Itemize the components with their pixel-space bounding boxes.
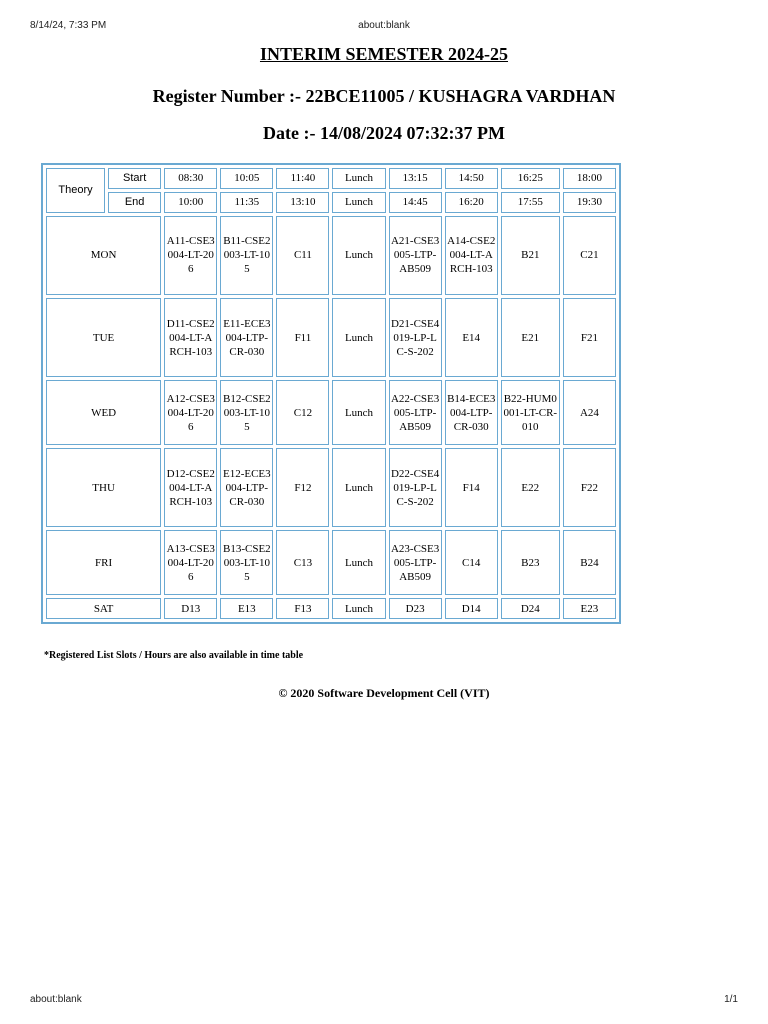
- day-row-sat: [46, 598, 616, 619]
- end-time: Lunch: [332, 192, 385, 213]
- page-number: 1/1: [724, 994, 738, 1005]
- slot-cell: B24: [563, 530, 616, 595]
- print-url-header: about:blank: [358, 20, 410, 31]
- slot-cell: A12-CSE3004-LT-206: [164, 380, 217, 445]
- slot-cell: B11-CSE2003-LT-105: [220, 216, 273, 295]
- end-time: 17:55: [501, 192, 560, 213]
- slot-cell: F21: [563, 298, 616, 377]
- day-row-wed: [46, 380, 616, 445]
- slot-cell: A22-CSE3005-LTP-AB509: [389, 380, 442, 445]
- slot-cell: E22: [501, 448, 560, 527]
- slot-cell: D21-CSE4019-LP-LC-S-202: [389, 298, 442, 377]
- day-row-mon: [46, 216, 616, 295]
- slot-cell: A24: [563, 380, 616, 445]
- copyright-footer: © 2020 Software Development Cell (VIT): [278, 686, 490, 700]
- timetable-grid: [43, 165, 619, 622]
- slot-cell: A21-CSE3005-LTP-AB509: [389, 216, 442, 295]
- slot-cell: A23-CSE3005-LTP-AB509: [389, 530, 442, 595]
- lunch-cell: Lunch: [332, 216, 385, 295]
- slot-cell: A11-CSE3004-LT-206: [164, 216, 217, 295]
- day-row-fri: [46, 530, 616, 595]
- end-time: 19:30: [563, 192, 616, 213]
- day-row-thu: [46, 448, 616, 527]
- day-row-tue: [46, 298, 616, 377]
- slot-cell: F14: [445, 448, 498, 527]
- end-time: 13:10: [276, 192, 329, 213]
- start-time-row: [46, 168, 616, 189]
- end-time: 14:45: [389, 192, 442, 213]
- lunch-cell: Lunch: [332, 448, 385, 527]
- register-number: Register Number :- 22BCE11005 / KUSHAGRA VARDHAN: [152, 86, 616, 106]
- slot-cell: B21: [501, 216, 560, 295]
- end-time: 16:20: [445, 192, 498, 213]
- theory-label: Theory: [46, 168, 105, 213]
- start-time: 16:25: [501, 168, 560, 189]
- day-label: MON: [46, 216, 161, 295]
- end-time: 10:00: [164, 192, 217, 213]
- slot-cell: B12-CSE2003-LT-105: [220, 380, 273, 445]
- slot-cell: E14: [445, 298, 498, 377]
- slot-cell: A13-CSE3004-LT-206: [164, 530, 217, 595]
- day-label: SAT: [46, 598, 161, 619]
- timetable: [41, 163, 621, 624]
- slot-cell: C12: [276, 380, 329, 445]
- start-time: 18:00: [563, 168, 616, 189]
- lunch-cell: Lunch: [332, 598, 385, 619]
- slot-cell: B23: [501, 530, 560, 595]
- slot-cell: F11: [276, 298, 329, 377]
- lunch-cell: Lunch: [332, 298, 385, 377]
- start-time: 14:50: [445, 168, 498, 189]
- end-time: 11:35: [220, 192, 273, 213]
- slot-cell: F22: [563, 448, 616, 527]
- slot-cell: E23: [563, 598, 616, 619]
- slot-cell: D24: [501, 598, 560, 619]
- slot-cell: B13-CSE2003-LT-105: [220, 530, 273, 595]
- start-time: 13:15: [389, 168, 442, 189]
- end-label: End: [108, 192, 161, 213]
- slot-cell: C13: [276, 530, 329, 595]
- day-label: THU: [46, 448, 161, 527]
- slot-cell: D13: [164, 598, 217, 619]
- start-time: 11:40: [276, 168, 329, 189]
- slot-cell: C21: [563, 216, 616, 295]
- start-time: Lunch: [332, 168, 385, 189]
- registered-slots-note: *Registered List Slots / Hours are also available in time table: [44, 650, 304, 661]
- slot-cell: F12: [276, 448, 329, 527]
- slot-cell: B14-ECE3004-LTP-CR-030: [445, 380, 498, 445]
- slot-cell: B22-HUM0001-LT-CR-010: [501, 380, 560, 445]
- slot-cell: C14: [445, 530, 498, 595]
- start-label: Start: [108, 168, 161, 189]
- slot-cell: E12-ECE3004-LTP-CR-030: [220, 448, 273, 527]
- report-date: Date :- 14/08/2024 07:32:37 PM: [263, 123, 505, 143]
- semester-title: INTERIM SEMESTER 2024-25: [259, 44, 509, 64]
- print-url-footer: about:blank: [30, 994, 82, 1005]
- slot-cell: D23: [389, 598, 442, 619]
- day-label: TUE: [46, 298, 161, 377]
- slot-cell: E11-ECE3004-LTP-CR-030: [220, 298, 273, 377]
- slot-cell: F13: [276, 598, 329, 619]
- start-time: 08:30: [164, 168, 217, 189]
- slot-cell: D11-CSE2004-LT-ARCH-103: [164, 298, 217, 377]
- slot-cell: A14-CSE2004-LT-ARCH-103: [445, 216, 498, 295]
- day-label: WED: [46, 380, 161, 445]
- print-datetime: 8/14/24, 7:33 PM: [30, 20, 107, 31]
- lunch-cell: Lunch: [332, 380, 385, 445]
- slot-cell: D14: [445, 598, 498, 619]
- slot-cell: C11: [276, 216, 329, 295]
- slot-cell: E13: [220, 598, 273, 619]
- day-label: FRI: [46, 530, 161, 595]
- slot-cell: E21: [501, 298, 560, 377]
- slot-cell: D22-CSE4019-LP-LC-S-202: [389, 448, 442, 527]
- end-time-row: [46, 192, 616, 213]
- start-time: 10:05: [220, 168, 273, 189]
- slot-cell: D12-CSE2004-LT-ARCH-103: [164, 448, 217, 527]
- lunch-cell: Lunch: [332, 530, 385, 595]
